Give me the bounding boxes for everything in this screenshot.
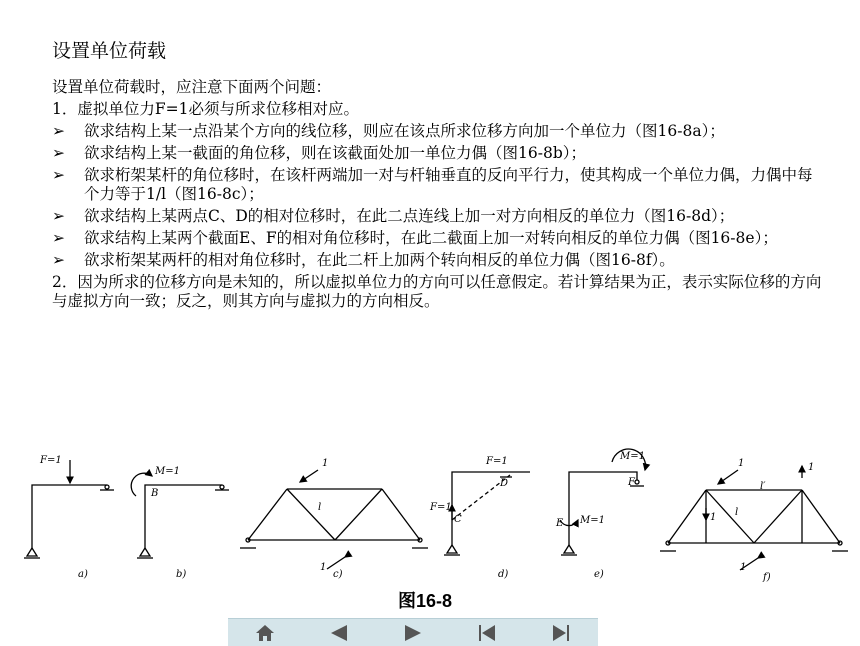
label-F1-d-left: F=1 (430, 502, 452, 513)
bullet-arrow-icon: ➢ (52, 166, 65, 184)
bullet-arrow-icon: ➢ (52, 207, 65, 225)
truss-c (240, 470, 428, 569)
label-e: e) (594, 569, 604, 580)
label-inv-l-f-top: 1 (738, 458, 745, 469)
label-inv-lp-f-mid: 1 (710, 512, 717, 523)
label-M1-e-bottom: M=1 (580, 515, 605, 526)
label-l-f: l (735, 507, 739, 518)
bullet-arrow-icon: ➢ (52, 251, 65, 269)
label-C: C (454, 514, 462, 525)
bullet-arrow-icon: ➢ (52, 229, 65, 247)
bullet-arrow-icon: ➢ (52, 144, 65, 162)
label-F1-d-top: F=1 (486, 456, 508, 467)
last-button[interactable] (524, 619, 598, 646)
bullet-arrow-icon: ➢ (52, 122, 65, 140)
bullet-item: ➢ 欲求结构上某两点C、D的相对位移时，在此二点连线上加一对方向相反的单位力（图16-8d）； (52, 207, 735, 225)
figure-16-8 (0, 440, 860, 590)
label-a: a) (78, 569, 88, 580)
label-inv-l-c-bottom: 1 (320, 562, 327, 573)
label-M1-e-top: M=1 (620, 451, 645, 462)
triangle-right-icon (402, 623, 424, 643)
prev-button[interactable] (302, 619, 376, 646)
label-F: F (628, 477, 635, 488)
skip-last-icon (550, 623, 572, 643)
label-E: E (556, 518, 564, 529)
label-F1-a: F=1 (40, 455, 62, 466)
frame-e (560, 449, 645, 555)
next-button[interactable] (376, 619, 450, 646)
label-b: b) (176, 569, 187, 580)
page-title: 设置单位荷载 (52, 40, 167, 62)
bullet-item: ➢ 欲求结构上某一截面的角位移，则在该截面处加一单位力偶（图16-8b）； (52, 144, 586, 162)
label-inv-l-c-top: 1 (322, 458, 329, 469)
label-d: d) (498, 569, 509, 580)
bullet-item: ➢ 欲求结构上某一点沿某个方向的线位移，则应在该点所求位移方向加一个单位力（图16-8a）； (52, 122, 725, 140)
frame-a (24, 460, 114, 558)
label-c: c) (333, 569, 343, 580)
label-lp-f: l′ (760, 481, 766, 492)
label-M1-b: M=1 (155, 466, 180, 477)
content-body (52, 78, 822, 314)
bullet-item: ➢ 欲求桁架某杆的角位移时，在该杆两端加一对与杆轴垂直的反向平行力，使其构成一个单位力偶，力偶中每个力等于1/l（图16-8c）； (52, 166, 813, 203)
bullet-item: ➢ 欲求结构上某两个截面E、F的相对角位移时，在此二截面上加一对转向相反的单位力偶（图16-8e）； (52, 229, 778, 247)
triangle-left-icon (328, 623, 350, 643)
home-button[interactable] (228, 619, 302, 646)
slide-nav-bar (228, 618, 598, 646)
truss-f (660, 466, 848, 570)
label-inv-lp-f-top: 1 (808, 462, 815, 473)
label-inv-l-f-bottom: 1 (740, 562, 747, 573)
home-icon (254, 623, 276, 643)
intro-text: 设置单位荷载时，应注意下面两个问题： (52, 78, 332, 96)
first-button[interactable] (450, 619, 524, 646)
skip-first-icon (476, 623, 498, 643)
label-f: f) (763, 572, 771, 583)
point-1: 1．虚拟单位力F=1必须与所求位移相对应。 (52, 100, 359, 118)
label-B: B (151, 488, 159, 499)
frame-b (131, 473, 229, 558)
bullet-item: ➢ 欲求桁架某两杆的相对角位移时，在此二杆上加两个转向相反的单位力偶（图16-8f）。 (52, 251, 675, 269)
point-2: 2．因为所求的位移方向是未知的，所以虚拟单位力的方向可以任意假定。若计算结果为正，表示实际位移的方向与虚拟方向一致；反之，则其方向与虚拟力的方向相反。 (52, 273, 822, 310)
label-l-c: l (318, 502, 322, 513)
label-D: D (500, 478, 509, 489)
figure-caption: 图16-8 (398, 591, 453, 611)
